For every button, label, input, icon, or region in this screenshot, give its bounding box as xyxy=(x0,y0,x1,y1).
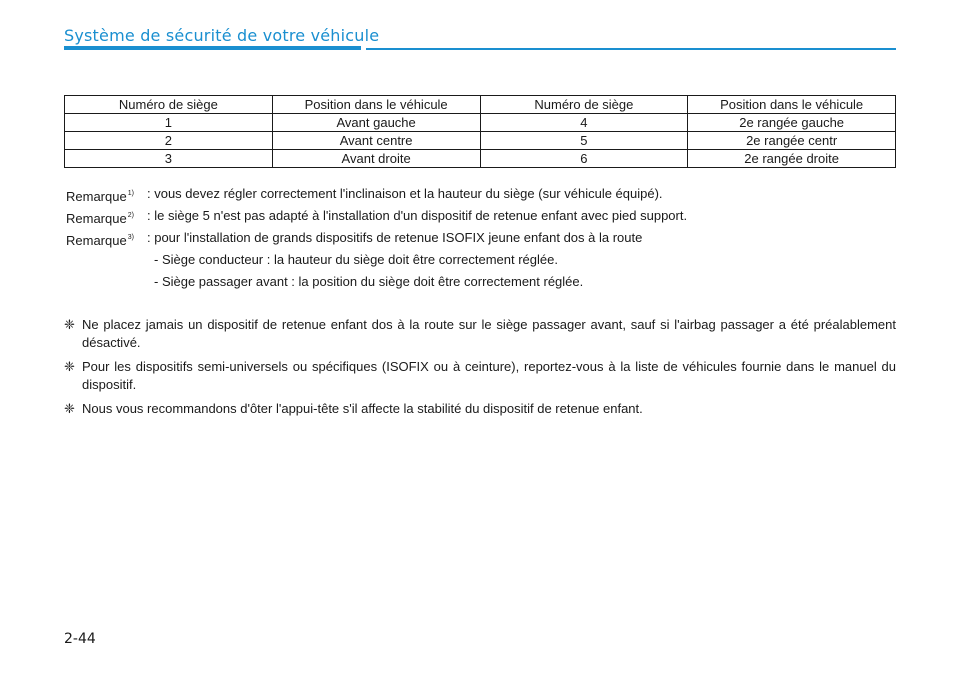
table-row xyxy=(65,150,896,168)
list-item-text: Ne placez jamais un dispositif de retenue enfant dos à la route sur le siège passager avant, sauf si l'airbag passager a été préalablement désactivé. xyxy=(82,317,896,350)
seat-position-table xyxy=(64,95,896,168)
table-cell: 2e rangée centr xyxy=(688,132,896,150)
list-item xyxy=(64,400,896,418)
remark-sub-item: - Siège passager avant : la position du siège doit être correctement réglée. xyxy=(154,274,584,289)
remark-sub-item: - Siège conducteur : la hauteur du siège doit être correctement réglée. xyxy=(154,252,558,267)
list-item-text: Pour les dispositifs semi-universels ou spécifiques (ISOFIX ou à ceinture), reportez-vous à la liste de véhicules fournie dans le manuel du dispositif. xyxy=(82,359,896,392)
remarks-section xyxy=(64,186,896,296)
asterisk-bullet-icon: ❈ xyxy=(64,359,75,374)
remark-label: Remarque$^{2)}$ xyxy=(66,211,134,226)
table-header-cell: Numéro de siège xyxy=(480,96,688,114)
table-cell: 3 xyxy=(65,150,273,168)
table-row xyxy=(65,114,896,132)
table-cell: 2e rangée gauche xyxy=(688,114,896,132)
asterisk-bullet-icon: ❈ xyxy=(64,401,75,416)
table-row xyxy=(65,132,896,150)
table-cell: Avant droite xyxy=(272,150,480,168)
asterisk-bullet-icon: ❈ xyxy=(64,317,75,332)
remark-1 xyxy=(64,186,896,208)
table-header-cell: Position dans le véhicule xyxy=(272,96,480,114)
table-header-cell: Position dans le véhicule xyxy=(688,96,896,114)
table-cell: 1 xyxy=(65,114,273,132)
table-cell: 2e rangée droite xyxy=(688,150,896,168)
remark-text: : vous devez régler correctement l'inclinaison et la hauteur du siège (sur véhicule équipé). xyxy=(147,186,663,201)
table-cell: Avant gauche xyxy=(272,114,480,132)
header-rule-thin xyxy=(366,48,896,50)
table-header-row xyxy=(65,96,896,114)
remark-text: : pour l'installation de grands dispositifs de retenue ISOFIX jeune enfant dos à la route xyxy=(147,230,643,245)
table-cell: 6 xyxy=(480,150,688,168)
table-cell: 2 xyxy=(65,132,273,150)
list-item xyxy=(64,358,896,394)
section-header-title: Système de sécurité de votre véhicule xyxy=(64,26,380,45)
remark-2 xyxy=(64,208,896,230)
table-cell: 5 xyxy=(480,132,688,150)
warnings-list xyxy=(64,316,896,424)
list-item-text: Nous vous recommandons d'ôter l'appui-tête s'il affecte la stabilité du dispositif de retenue enfant. xyxy=(82,401,643,416)
table-cell: Avant centre xyxy=(272,132,480,150)
remark-label: Remarque$^{1)}$ xyxy=(66,189,134,204)
header-rule-thick xyxy=(64,46,361,50)
table-header-cell: Numéro de siège xyxy=(65,96,273,114)
remark-3 xyxy=(64,230,896,252)
page-number: 2-44 xyxy=(64,631,96,647)
list-item xyxy=(64,316,896,352)
table-cell: 4 xyxy=(480,114,688,132)
remark-text: : le siège 5 n'est pas adapté à l'installation d'un dispositif de retenue enfant avec pied support. xyxy=(147,208,688,223)
remark-label: Remarque$^{3)}$ xyxy=(66,233,134,248)
